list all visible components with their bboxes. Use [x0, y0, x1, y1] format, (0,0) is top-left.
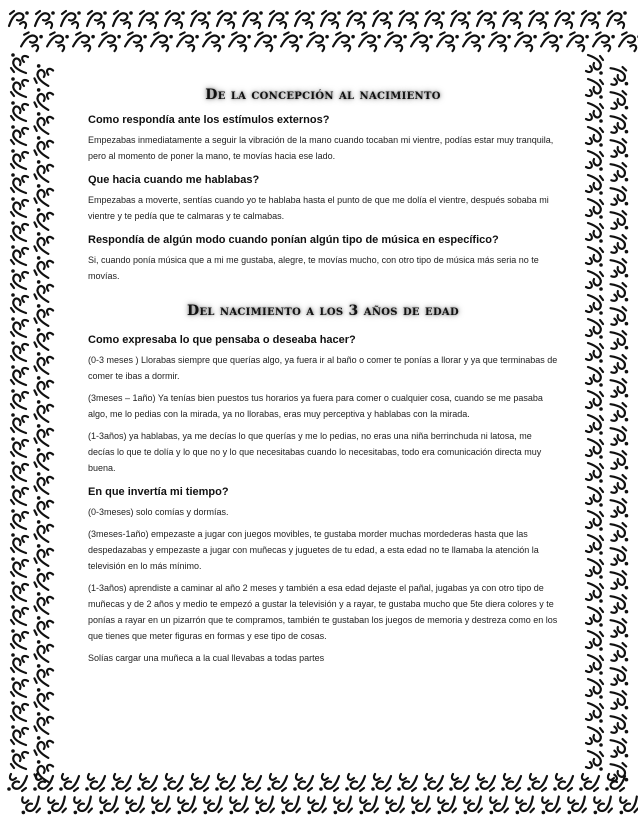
border-ornament	[191, 11, 211, 28]
border-ornament	[609, 714, 629, 736]
question-heading: Que hacia cuando me hablabas?	[88, 174, 260, 186]
border-ornament	[11, 77, 28, 97]
border-ornament	[331, 795, 353, 815]
answer-paragraph: (1-3años) aprendiste a caminar al año 2 meses y también a esa edad dejaste el pañal, jugabas ya con otro tipo de muñecas y de 2 años y medio te empezó a gustar la televisión y a rayar, te gustaba mucho que 5te diera colores y te ponías a rayar en un pizarrón que te compramos, también te gustaban los juegos de memoria y destreza como en los que tienes que meter figuras en formas y ese tipo de cosas.	[88, 583, 558, 641]
border-ornament	[586, 343, 603, 363]
border-ornament	[586, 127, 603, 147]
border-ornament	[539, 795, 561, 815]
border-ornament	[217, 11, 237, 28]
border-ornament	[34, 568, 54, 590]
border-ornament	[11, 677, 28, 697]
border-ornament	[609, 570, 629, 592]
border-ornament	[281, 32, 303, 52]
border-ornament	[609, 690, 629, 712]
border-ornament	[555, 11, 575, 28]
border-ornament	[45, 795, 67, 815]
border-ornament	[586, 751, 603, 771]
border-ornament	[11, 485, 28, 505]
border-ornament	[475, 774, 495, 791]
border-ornament	[477, 11, 497, 28]
border-ornament	[609, 474, 629, 496]
border-ornament	[461, 795, 483, 815]
border-ornament	[609, 186, 629, 208]
border-ornament	[11, 701, 28, 721]
border-ornament	[34, 328, 54, 350]
border-ornament	[11, 389, 28, 409]
border-ornament	[425, 11, 445, 28]
border-ornament	[11, 293, 28, 313]
border-ornament	[541, 32, 563, 52]
answer-paragraph: (0-3 meses ) Llorabas siempre que querías algo, ya fuera ir al baño o comer te ponías a llorar y ya que terminabas de comer te ibas a dormir.	[88, 355, 558, 381]
border-ornament	[586, 79, 603, 99]
border-ornament	[293, 774, 313, 791]
border-ornament	[241, 774, 261, 791]
border-ornament	[503, 11, 523, 28]
border-ornament	[253, 795, 275, 815]
border-ornament	[125, 32, 147, 52]
border-ornament	[609, 666, 629, 688]
border-ornament	[385, 32, 407, 52]
border-ornament	[586, 367, 603, 387]
border-ornament	[175, 795, 197, 815]
border-ornament	[515, 32, 537, 52]
border-ornament	[34, 592, 54, 614]
border-ornament	[487, 795, 509, 815]
border-ornament	[609, 762, 629, 784]
border-ornament	[35, 11, 55, 28]
border-ornament	[34, 88, 54, 110]
border-ornament	[87, 11, 107, 28]
border-ornament	[11, 581, 28, 601]
border-ornament	[34, 688, 54, 710]
border-ornament	[34, 472, 54, 494]
border-ornament	[609, 594, 629, 616]
border-ornament	[11, 413, 28, 433]
border-ornament	[11, 173, 28, 193]
border-ornament	[11, 365, 28, 385]
question-heading: Respondía de algún modo cuando ponían algún tipo de música en específico?	[88, 234, 499, 246]
border-ornament	[347, 11, 367, 28]
answer-paragraph: (1-3años) ya hablabas, ya me decías lo que querías y me lo pedias, no eras una niña berrinchuda ni latosa, me decías lo que te dolía y lo que no y lo que necesitabas cuando lo necesitabas, todo era comunicación directa muy buena.	[88, 431, 542, 473]
border-ornament	[586, 703, 603, 723]
border-ornament	[34, 256, 54, 278]
border-ornament	[586, 535, 603, 555]
border-ornament	[617, 795, 638, 815]
border-ornament	[203, 32, 225, 52]
border-ornament	[11, 557, 28, 577]
section-title: De la concepción al nacimiento	[205, 87, 441, 103]
border-ornament	[34, 304, 54, 326]
question-heading: En que invertía mi tiempo?	[88, 486, 229, 498]
border-ornament	[269, 11, 289, 28]
border-ornament	[586, 655, 603, 675]
answer-paragraph: (3meses – 1año) Ya tenías bien puestos tus horarios ya fuera para comer o cualquier cosa, cuando se me pasaba algo, me lo pedias con la mirada, ya no llorabas, eras muy perceptiva y hablabas con la mirada.	[88, 393, 543, 419]
answer-paragraph: Empezabas a moverte, sentías cuando yo te hablaba hasta el punto de que me dolía el vientre, después sobaba mi vientre y te pedía que te calmaras y te calmabas.	[88, 195, 549, 221]
border-ornament	[609, 378, 629, 400]
border-ornament	[34, 736, 54, 758]
border-ornament	[267, 774, 287, 791]
question-heading: Como expresaba lo que pensaba o deseaba hacer?	[88, 334, 356, 346]
border-ornament	[586, 583, 603, 603]
border-ornament	[307, 32, 329, 52]
border-ornament	[11, 749, 28, 769]
border-ornament	[11, 221, 28, 241]
border-ornament	[609, 354, 629, 376]
border-ornament	[591, 795, 613, 815]
border-ornament	[489, 32, 511, 52]
answer-paragraph: Solías cargar una muñeca a la cual llevabas a todas partes	[88, 653, 325, 663]
border-ornament	[34, 376, 54, 398]
border-ornament	[451, 11, 471, 28]
border-ornament	[609, 114, 629, 136]
border-ornament	[11, 509, 28, 529]
border-ornament	[586, 295, 603, 315]
border-ornament	[501, 774, 521, 791]
answer-paragraph: Si, cuando ponía música que a mi me gustaba, alegre, te movías mucho, con otro tipo de música más seria no te movías.	[88, 255, 539, 281]
border-ornament	[321, 11, 341, 28]
border-ornament	[73, 32, 95, 52]
border-ornament	[7, 774, 27, 791]
border-ornament	[586, 391, 603, 411]
border-ornament	[529, 11, 549, 28]
border-ornament	[609, 642, 629, 664]
border-ornament	[11, 437, 28, 457]
border-ornament	[586, 319, 603, 339]
border-ornament	[609, 90, 629, 112]
border-ornament	[11, 605, 28, 625]
border-ornament	[609, 546, 629, 568]
border-ornament	[553, 774, 573, 791]
border-ornament	[34, 616, 54, 638]
border-ornament	[21, 32, 43, 52]
answer-paragraph: Empezabas inmediatamente a seguir la vibración de la mano cuando tocaban mi vientre, podías estar muy tranquila, pero al momento de poner la mano, te movías hacia ese lado.	[88, 135, 554, 161]
border-ornament	[34, 544, 54, 566]
border-ornament	[437, 32, 459, 52]
border-ornament	[609, 618, 629, 640]
border-ornament	[586, 463, 603, 483]
border-ornament	[34, 112, 54, 134]
border-ornament	[99, 32, 121, 52]
border-ornament	[34, 640, 54, 662]
border-ornament	[71, 795, 93, 815]
border-ornament	[513, 795, 535, 815]
border-ornament	[34, 496, 54, 518]
border-ornament	[305, 795, 327, 815]
border-ornament	[34, 352, 54, 374]
border-ornament	[609, 306, 629, 328]
border-ornament	[279, 795, 301, 815]
border-ornament	[345, 774, 365, 791]
border-ornament	[61, 11, 81, 28]
border-ornament	[11, 269, 28, 289]
border-ornament	[149, 795, 171, 815]
border-ornament	[255, 32, 277, 52]
border-ornament	[85, 774, 105, 791]
question-heading: Como respondía ante los estímulos externos?	[88, 114, 330, 126]
border-ornament	[165, 11, 185, 28]
border-ornament	[397, 774, 417, 791]
border-ornament	[59, 774, 79, 791]
border-ornament	[565, 795, 587, 815]
border-ornament	[151, 32, 173, 52]
border-ornament	[137, 774, 157, 791]
border-ornament	[47, 32, 69, 52]
border-ornament	[11, 533, 28, 553]
border-ornament	[586, 415, 603, 435]
border-ornament	[586, 103, 603, 123]
border-ornament	[581, 11, 601, 28]
border-ornament	[215, 774, 235, 791]
border-ornament	[34, 280, 54, 302]
border-ornament	[243, 11, 263, 28]
border-ornament	[609, 402, 629, 424]
border-ornament	[609, 330, 629, 352]
border-ornament	[527, 774, 547, 791]
border-ornament	[139, 11, 159, 28]
border-ornament	[229, 32, 251, 52]
border-ornament	[19, 795, 41, 815]
section-title: Del nacimiento a los 3 años de edad	[187, 303, 459, 319]
border-ornament	[409, 795, 431, 815]
border-ornament	[227, 795, 249, 815]
border-ornament	[586, 487, 603, 507]
border-ornament	[11, 317, 28, 337]
border-ornament	[593, 32, 615, 52]
border-ornament	[34, 136, 54, 158]
border-ornament	[163, 774, 183, 791]
border-ornament	[371, 774, 391, 791]
border-ornament	[11, 149, 28, 169]
border-ornament	[34, 712, 54, 734]
border-ornament	[586, 271, 603, 291]
border-ornament	[586, 439, 603, 459]
border-ornament	[411, 32, 433, 52]
border-ornament	[586, 727, 603, 747]
border-ornament	[9, 11, 29, 28]
border-ornament	[11, 53, 28, 73]
border-ornament	[586, 247, 603, 267]
border-ornament	[34, 184, 54, 206]
border-ornament	[619, 32, 638, 52]
border-ornament	[609, 282, 629, 304]
border-ornament	[423, 774, 443, 791]
border-ornament	[579, 774, 599, 791]
border-ornament	[463, 32, 485, 52]
border-ornament	[567, 32, 589, 52]
border-ornament	[189, 774, 209, 791]
border-ornament	[609, 234, 629, 256]
border-ornament	[11, 461, 28, 481]
border-ornament	[123, 795, 145, 815]
border-ornament	[11, 341, 28, 361]
border-ornament	[11, 725, 28, 745]
border-ornament	[586, 223, 603, 243]
border-ornament	[34, 400, 54, 422]
border-ornament	[609, 426, 629, 448]
border-ornament	[609, 138, 629, 160]
border-ornament	[34, 760, 54, 782]
border-ornament	[609, 522, 629, 544]
border-ornament	[373, 11, 393, 28]
border-ornament	[34, 208, 54, 230]
border-ornament	[586, 151, 603, 171]
border-ornament	[34, 664, 54, 686]
border-ornament	[586, 511, 603, 531]
border-ornament	[34, 448, 54, 470]
border-ornament	[34, 232, 54, 254]
border-ornament	[34, 160, 54, 182]
answer-paragraph: (0-3meses) solo comías y dormías.	[88, 507, 229, 517]
border-ornament	[11, 629, 28, 649]
border-ornament	[34, 64, 54, 86]
border-ornament	[399, 11, 419, 28]
border-ornament	[319, 774, 339, 791]
border-ornament	[357, 795, 379, 815]
border-ornament	[97, 795, 119, 815]
border-ornament	[201, 795, 223, 815]
border-ornament	[177, 32, 199, 52]
border-ornament	[435, 795, 457, 815]
border-ornament	[11, 653, 28, 673]
border-ornament	[295, 11, 315, 28]
border-ornament	[586, 55, 603, 75]
answer-paragraph: (3meses-1año) empezaste a jugar con juegos movibles, te gustaba morder muchas mordederas hasta que las despedazabas y empezaste a jugar con muñecas y juguetes de tu edad, a esta edad no te llamaba la atención la televisión en lo más mínimo.	[88, 529, 539, 571]
border-ornament	[586, 199, 603, 219]
border-ornament	[609, 498, 629, 520]
border-ornament	[383, 795, 405, 815]
border-ornament	[113, 11, 133, 28]
border-ornament	[586, 679, 603, 699]
border-ornament	[586, 175, 603, 195]
border-ornament	[586, 559, 603, 579]
border-ornament	[11, 197, 28, 217]
border-ornament	[333, 32, 355, 52]
border-ornament	[609, 258, 629, 280]
border-ornament	[11, 101, 28, 121]
document-body	[88, 84, 558, 672]
border-ornament	[609, 738, 629, 760]
border-ornament	[607, 11, 627, 28]
border-ornament	[586, 607, 603, 627]
border-ornament	[609, 66, 629, 88]
border-ornament	[449, 774, 469, 791]
border-ornament	[11, 245, 28, 265]
border-ornament	[11, 125, 28, 145]
border-ornament	[609, 210, 629, 232]
border-ornament	[34, 424, 54, 446]
border-ornament	[34, 520, 54, 542]
border-ornament	[586, 631, 603, 651]
border-ornament	[359, 32, 381, 52]
border-ornament	[111, 774, 131, 791]
border-ornament	[609, 162, 629, 184]
border-ornament	[609, 450, 629, 472]
